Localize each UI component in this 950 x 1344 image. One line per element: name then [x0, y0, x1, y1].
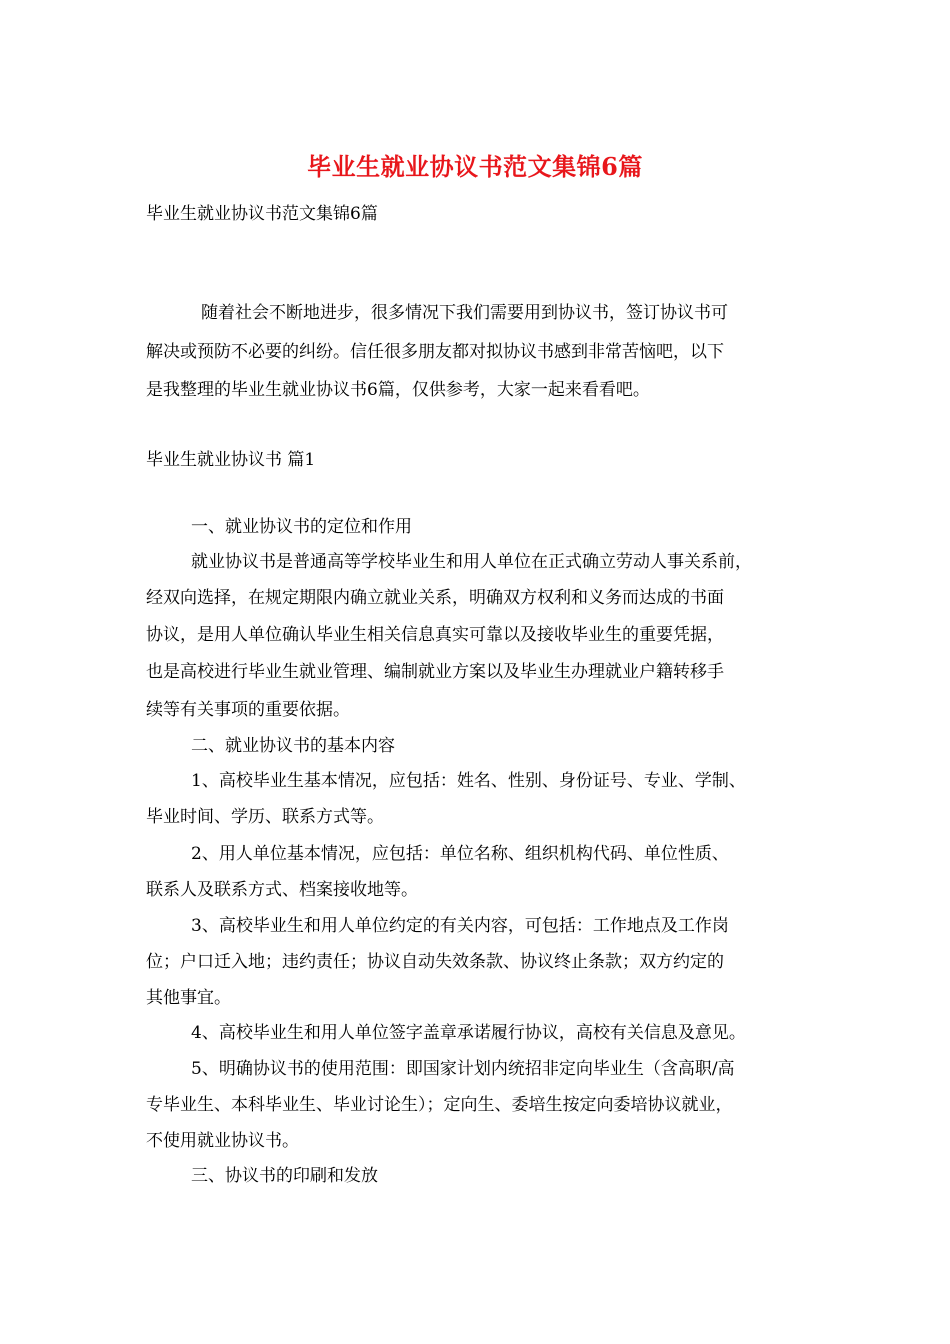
paragraph-line: 经双向选择，在规定期限内确立就业关系，明确双方权利和义务而达成的书面	[146, 588, 724, 608]
list-item-line: 专毕业生、本科毕业生、毕业讨论生）；定向生、委培生按定向委培协议就业，	[146, 1095, 733, 1115]
subheading: 三、协议书的印刷和发放	[191, 1166, 378, 1186]
subheading: 一、就业协议书的定位和作用	[191, 517, 412, 537]
intro-line: 随着社会不断地进步，很多情况下我们需要用到协议书，签订协议书可	[201, 303, 728, 323]
intro-line: 是我整理的毕业生就业协议书6篇，仅供参考，大家一起来看看吧。	[146, 380, 650, 400]
list-item-line: 毕业时间、学历、联系方式等。	[146, 807, 384, 827]
intro-line: 解决或预防不必要的纠纷。信任很多朋友都对拟协议书感到非常苦恼吧，以下	[146, 342, 724, 362]
paragraph-line: 就业协议书是普通高等学校毕业生和用人单位在正式确立劳动人事关系前，	[191, 552, 752, 572]
list-item-line: 其他事宜。	[146, 988, 231, 1008]
list-item-line: 4、高校毕业生和用人单位签字盖章承诺履行协议，高校有关信息及意见。	[191, 1023, 746, 1043]
list-item-line: 5、明确协议书的使用范围：即国家计划内统招非定向毕业生（含高职/高	[191, 1059, 735, 1079]
document-title: 毕业生就业协议书范文集锦6篇	[307, 152, 643, 181]
paragraph-line: 也是高校进行毕业生就业管理、编制就业方案以及毕业生办理就业户籍转移手	[146, 662, 724, 682]
paragraph-line: 续等有关事项的重要依据。	[146, 700, 350, 720]
section-heading: 毕业生就业协议书 篇1	[146, 450, 316, 470]
list-item-line: 位；户口迁入地；违约责任；协议自动失效条款、协议终止条款；双方约定的	[146, 952, 724, 972]
list-item-line: 联系人及联系方式、档案接收地等。	[146, 880, 418, 900]
paragraph-line: 协议，是用人单位确认毕业生相关信息真实可靠以及接收毕业生的重要凭据，	[146, 625, 724, 645]
subheading: 二、就业协议书的基本内容	[191, 736, 395, 756]
list-item-line: 1、高校毕业生基本情况，应包括：姓名、性别、身份证号、专业、学制、	[191, 771, 746, 791]
list-item-line: 2、用人单位基本情况，应包括：单位名称、组织机构代码、单位性质、	[191, 844, 729, 864]
list-item-line: 不使用就业协议书。	[146, 1131, 299, 1151]
list-item-line: 3、高校毕业生和用人单位约定的有关内容，可包括：工作地点及工作岗	[191, 916, 729, 936]
document-subtitle: 毕业生就业协议书范文集锦6篇	[146, 204, 378, 224]
